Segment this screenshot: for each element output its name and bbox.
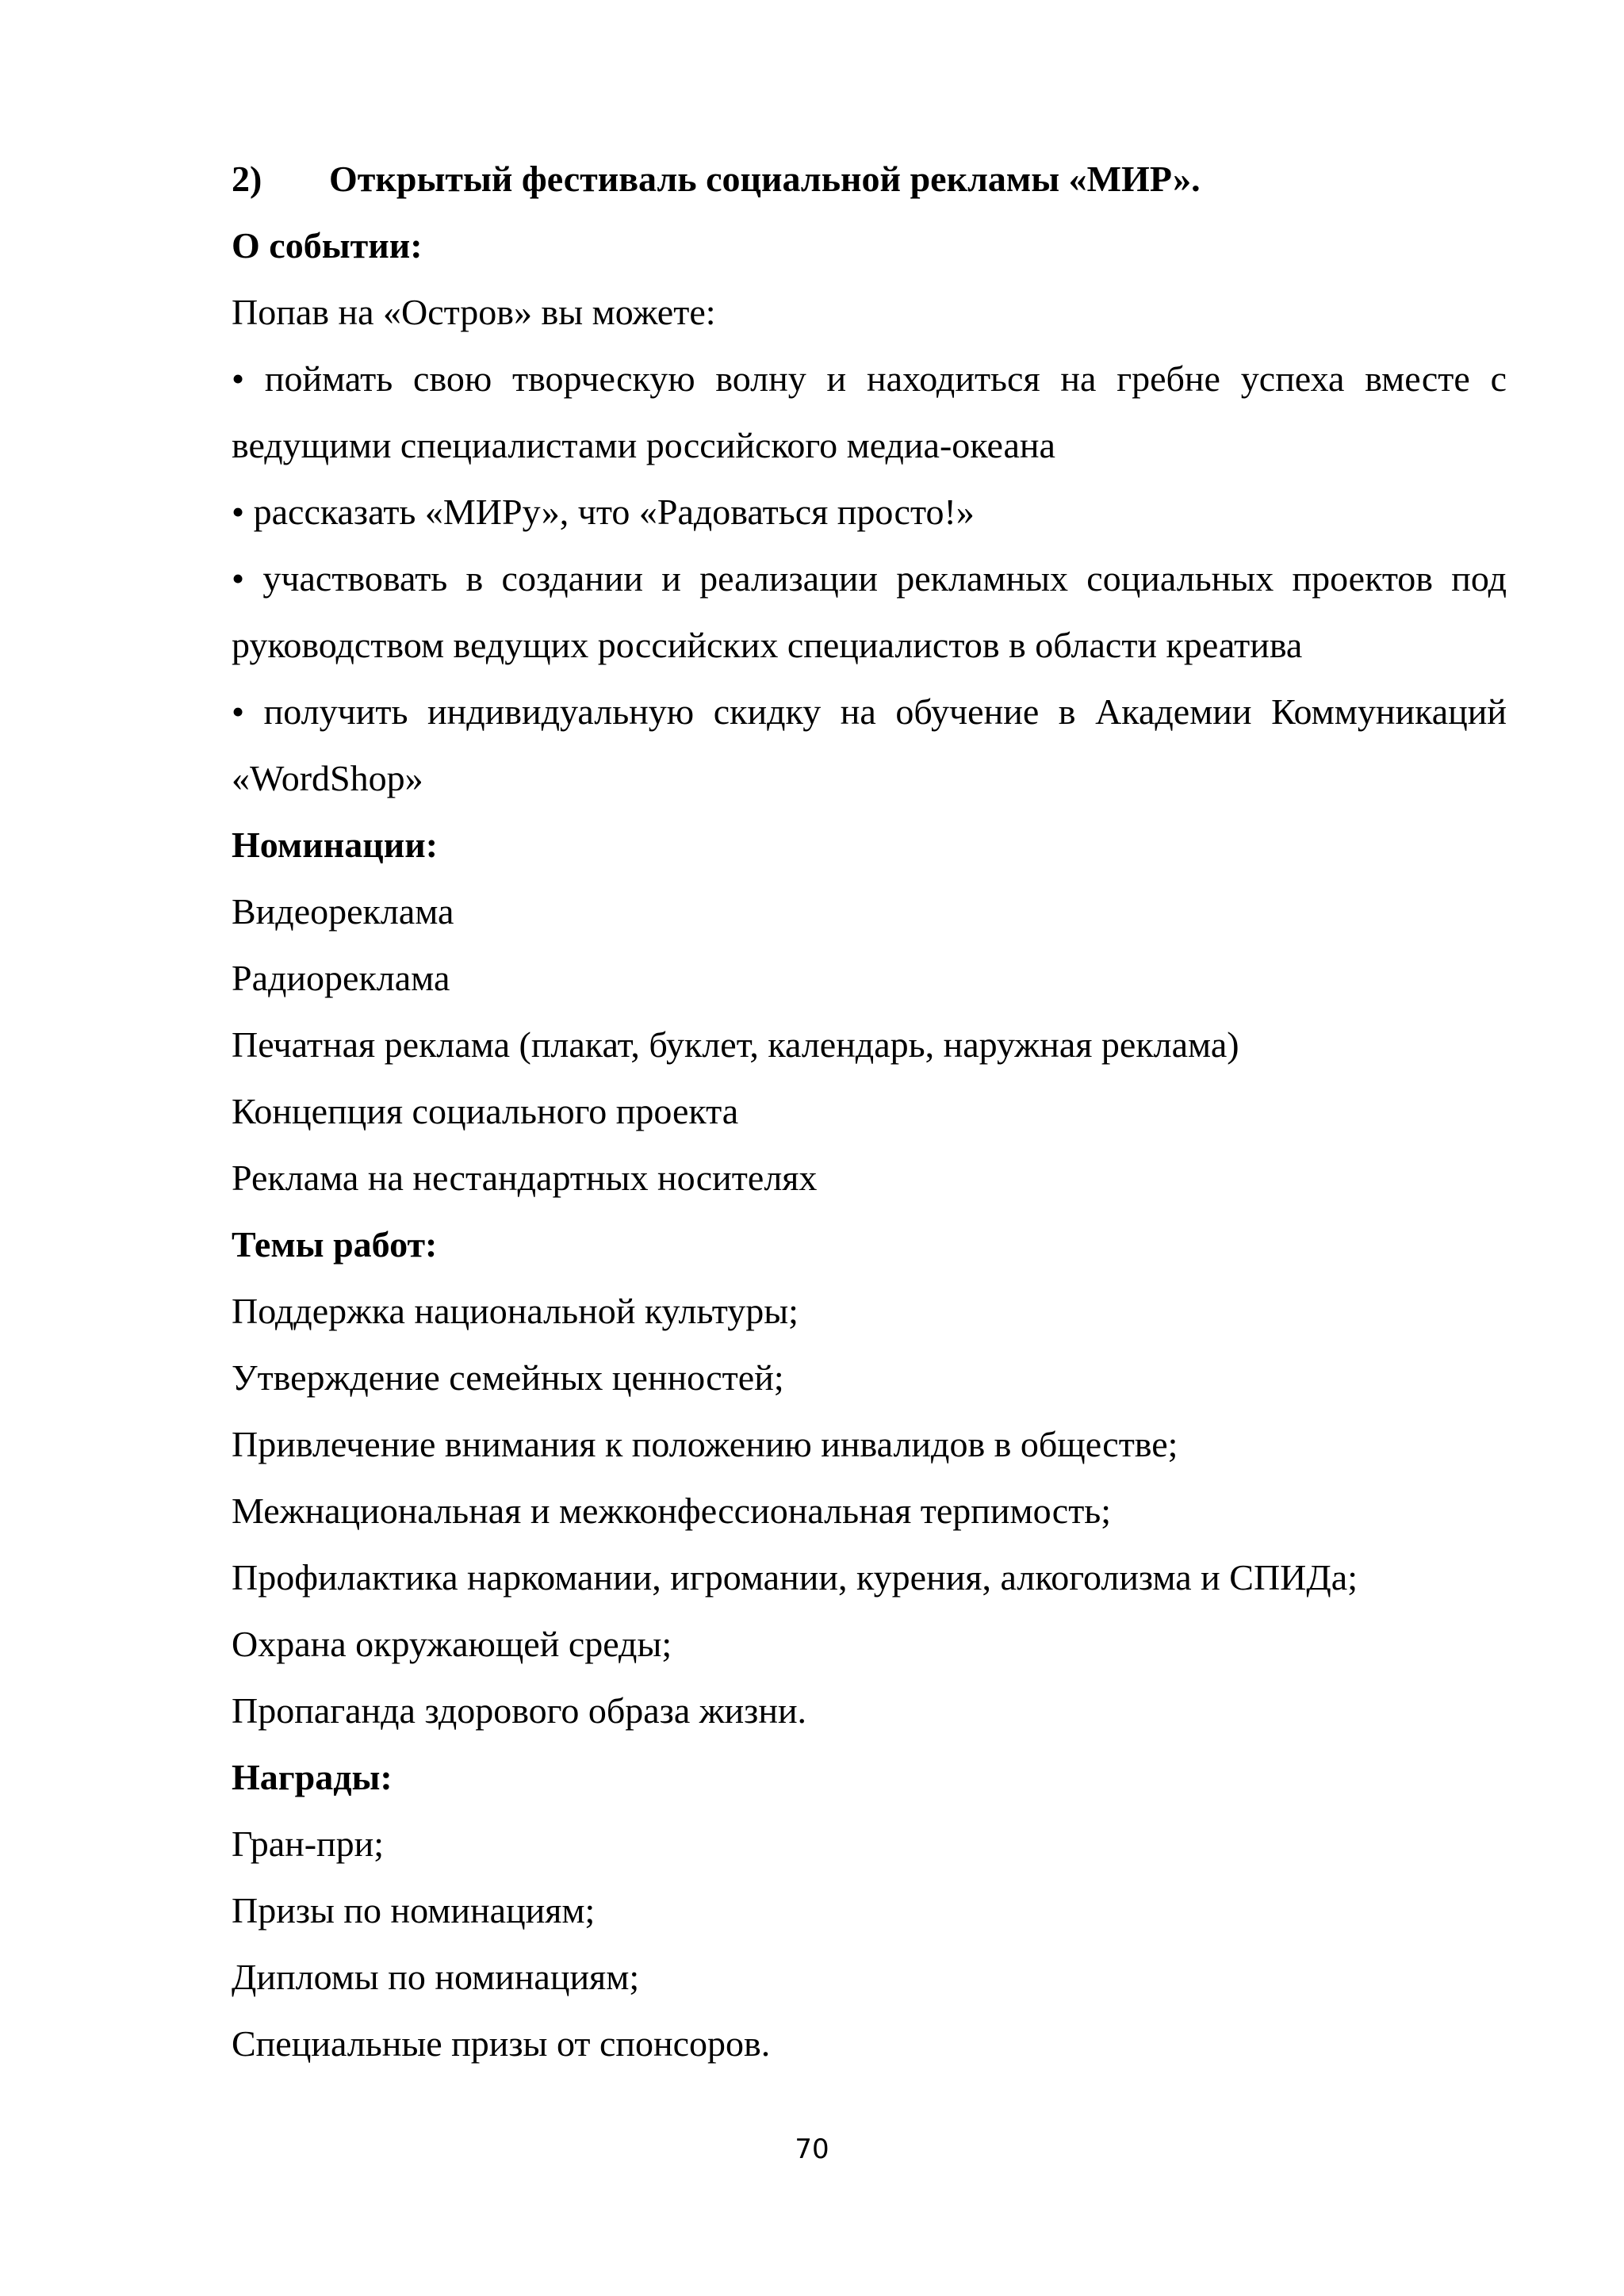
theme-item: Профилактика наркомании, игромании, курения, алкоголизма и СПИДа; [232, 1557, 1358, 1598]
theme-item: Пропаганда здорового образа жизни. [232, 1690, 807, 1731]
bullet-continuation: «WordShop» [232, 758, 423, 798]
bullet-line: • участвовать в создании и реализации рекламных социальных проектов под [232, 558, 1507, 599]
bullet-line: • получить индивидуальную скидку на обучение в Академии Коммуникаций [232, 691, 1507, 732]
award-item: Призы по номинациям; [232, 1890, 596, 1931]
page-content [232, 146, 1507, 2077]
section-heading [232, 146, 1507, 212]
page-number: 70 [795, 2133, 829, 2165]
bullet-line: • поймать свою творческую волну и находиться на гребне успеха вместе с [232, 358, 1507, 399]
nominations-heading: Номинации: [232, 825, 439, 865]
bullet-continuation: ведущими специалистами российского медиа-океана [232, 425, 1055, 465]
awards-heading: Награды: [232, 1757, 393, 1797]
theme-item: Охрана окружающей среды; [232, 1624, 672, 1664]
award-item: Гран-при; [232, 1823, 385, 1864]
nomination-item: Видеореклама [232, 891, 454, 932]
theme-item: Привлечение внимания к положению инвалидов в обществе; [232, 1424, 1178, 1464]
award-item: Специальные призы от спонсоров. [232, 2023, 771, 2064]
theme-item: Межнациональная и межконфессиональная терпимость; [232, 1490, 1112, 1531]
theme-item: Утверждение семейных ценностей; [232, 1357, 784, 1398]
about-intro: Попав на «Остров» вы можете: [232, 292, 716, 332]
bullet-line: • рассказать «МИРу», что «Радоваться просто!» [232, 492, 975, 532]
bullet-continuation: руководством ведущих российских специалистов в области креатива [232, 625, 1303, 665]
nomination-item: Радиореклама [232, 958, 450, 998]
themes-heading: Темы работ: [232, 1224, 438, 1265]
section-number: 2) [232, 159, 262, 199]
nomination-item: Концепция социального проекта [232, 1091, 739, 1131]
nomination-item: Печатная реклама (плакат, буклет, календарь, наружная реклама) [232, 1024, 1239, 1065]
theme-item: Поддержка национальной культуры; [232, 1291, 799, 1331]
section-title: Открытый фестиваль социальной рекламы «МИР». [329, 159, 1201, 199]
about-heading: О событии: [232, 225, 423, 266]
nomination-item: Реклама на нестандартных носителях [232, 1158, 818, 1198]
award-item: Дипломы по номинациям; [232, 1957, 640, 1997]
